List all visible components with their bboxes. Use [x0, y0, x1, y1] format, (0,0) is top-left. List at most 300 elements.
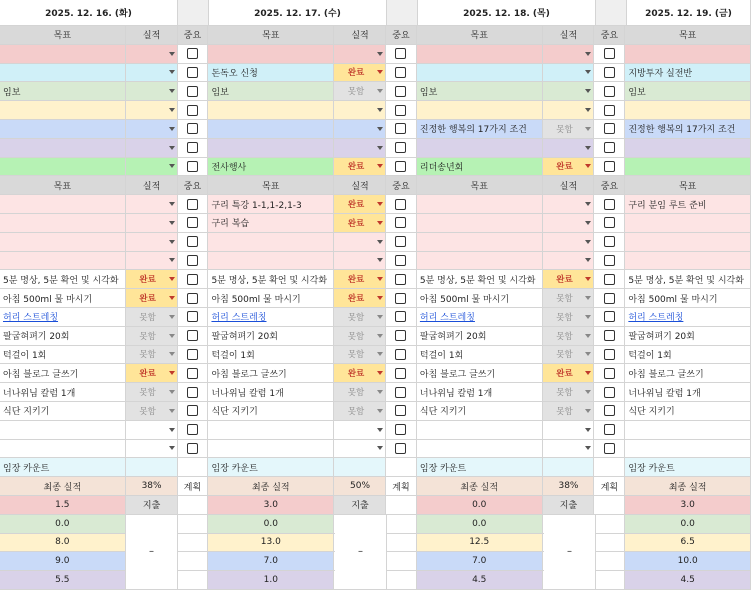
importance-checkbox[interactable] [187, 199, 198, 210]
goal-cell[interactable] [0, 45, 126, 64]
status-dropdown[interactable] [546, 158, 592, 176]
goal-cell[interactable]: 아침 블로그 글쓰기 [208, 364, 334, 383]
status-dropdown[interactable] [546, 252, 592, 270]
status-dropdown[interactable] [337, 195, 383, 213]
status-cell[interactable] [126, 139, 178, 158]
status-cell[interactable] [126, 252, 178, 271]
status-cell[interactable] [543, 308, 595, 327]
goal-cell[interactable]: 5분 명상, 5분 확언 및 시각화 [417, 270, 543, 289]
goal-cell[interactable] [417, 64, 543, 83]
importance-checkbox[interactable] [604, 142, 615, 153]
importance-checkbox[interactable] [395, 48, 406, 59]
goal-cell[interactable]: 너나위님 칼럼 1개 [417, 383, 543, 402]
importance-cell[interactable] [178, 383, 209, 402]
importance-cell[interactable] [386, 440, 417, 459]
importance-checkbox[interactable] [395, 199, 406, 210]
importance-checkbox[interactable] [395, 311, 406, 322]
importance-checkbox[interactable] [604, 86, 615, 97]
importance-cell[interactable] [386, 308, 417, 327]
status-dropdown[interactable] [337, 252, 383, 270]
importance-cell[interactable] [594, 364, 625, 383]
importance-checkbox[interactable] [395, 142, 406, 153]
importance-checkbox[interactable] [395, 236, 406, 247]
goal-cell[interactable] [417, 214, 543, 233]
goal-cell[interactable]: 턱걸이 1회 [208, 346, 334, 365]
status-cell[interactable] [126, 440, 178, 459]
status-cell[interactable] [334, 120, 386, 139]
importance-cell[interactable] [178, 327, 209, 346]
status-cell[interactable] [334, 82, 386, 101]
status-cell[interactable] [543, 346, 595, 365]
importance-checkbox[interactable] [604, 405, 615, 416]
status-cell[interactable] [543, 120, 595, 139]
importance-cell[interactable] [594, 139, 625, 158]
status-cell[interactable] [334, 383, 386, 402]
importance-checkbox[interactable] [395, 293, 406, 304]
goal-cell[interactable]: 팔굽혀펴기 20회 [208, 327, 334, 346]
status-dropdown[interactable] [129, 233, 175, 251]
goal-cell[interactable] [625, 421, 751, 440]
goal-cell[interactable]: 식단 지키기 [625, 402, 751, 421]
importance-cell[interactable] [594, 402, 625, 421]
status-cell[interactable] [334, 402, 386, 421]
importance-checkbox[interactable] [604, 443, 615, 454]
importance-cell[interactable] [386, 195, 417, 214]
goal-cell[interactable]: 진정한 행복의 17가지 조건 [417, 120, 543, 139]
status-cell[interactable] [543, 158, 595, 177]
goal-cell[interactable]: 돈독오 신청 [208, 64, 334, 83]
status-dropdown[interactable] [129, 327, 175, 345]
status-cell[interactable] [543, 82, 595, 101]
goal-cell[interactable] [625, 158, 751, 177]
status-dropdown[interactable] [546, 45, 592, 63]
importance-cell[interactable] [594, 233, 625, 252]
status-cell[interactable] [334, 289, 386, 308]
status-dropdown[interactable] [337, 270, 383, 288]
goal-cell[interactable] [0, 158, 126, 177]
importance-checkbox[interactable] [395, 330, 406, 341]
goal-cell[interactable] [208, 45, 334, 64]
goal-cell[interactable]: 임보 [208, 82, 334, 101]
importance-checkbox[interactable] [187, 236, 198, 247]
status-cell[interactable] [126, 233, 178, 252]
status-cell[interactable] [543, 440, 595, 459]
importance-checkbox[interactable] [395, 424, 406, 435]
goal-cell[interactable]: 5분 명상, 5분 확언 및 시각화 [0, 270, 126, 289]
status-dropdown[interactable] [546, 64, 592, 82]
status-dropdown[interactable] [337, 364, 383, 382]
importance-cell[interactable] [178, 139, 209, 158]
importance-checkbox[interactable] [395, 67, 406, 78]
status-dropdown[interactable] [337, 45, 383, 63]
status-cell[interactable] [126, 383, 178, 402]
goal-cell[interactable] [208, 421, 334, 440]
status-cell[interactable] [126, 308, 178, 327]
status-cell[interactable] [543, 214, 595, 233]
importance-checkbox[interactable] [395, 349, 406, 360]
status-cell[interactable] [334, 101, 386, 120]
goal-cell[interactable]: 리더송년회 [417, 158, 543, 177]
status-dropdown[interactable] [129, 139, 175, 157]
importance-cell[interactable] [386, 214, 417, 233]
importance-checkbox[interactable] [604, 387, 615, 398]
importance-cell[interactable] [594, 289, 625, 308]
status-dropdown[interactable] [337, 120, 383, 138]
importance-cell[interactable] [178, 158, 209, 177]
status-cell[interactable] [334, 195, 386, 214]
status-cell[interactable] [126, 82, 178, 101]
goal-cell[interactable]: 임보 [0, 82, 126, 101]
status-dropdown[interactable] [546, 101, 592, 119]
importance-cell[interactable] [178, 402, 209, 421]
status-cell[interactable] [334, 346, 386, 365]
importance-cell[interactable] [178, 308, 209, 327]
goal-cell[interactable] [417, 45, 543, 64]
status-cell[interactable] [543, 64, 595, 83]
status-dropdown[interactable] [546, 270, 592, 288]
importance-cell[interactable] [178, 233, 209, 252]
importance-checkbox[interactable] [187, 443, 198, 454]
importance-cell[interactable] [594, 252, 625, 271]
status-cell[interactable] [543, 270, 595, 289]
importance-cell[interactable] [386, 64, 417, 83]
importance-checkbox[interactable] [604, 424, 615, 435]
goal-cell[interactable]: 5분 명상, 5분 확언 및 시각화 [208, 270, 334, 289]
goal-cell[interactable] [208, 233, 334, 252]
goal-cell[interactable] [625, 252, 751, 271]
status-cell[interactable] [334, 233, 386, 252]
goal-cell[interactable] [0, 440, 126, 459]
importance-checkbox[interactable] [395, 255, 406, 266]
status-cell[interactable] [543, 252, 595, 271]
importance-checkbox[interactable] [187, 349, 198, 360]
importance-checkbox[interactable] [187, 255, 198, 266]
status-dropdown[interactable] [129, 440, 175, 458]
status-dropdown[interactable] [129, 64, 175, 82]
status-dropdown[interactable] [129, 346, 175, 364]
status-dropdown[interactable] [546, 440, 592, 458]
importance-cell[interactable] [386, 289, 417, 308]
goal-cell[interactable] [417, 233, 543, 252]
importance-cell[interactable] [594, 421, 625, 440]
status-cell[interactable] [334, 252, 386, 271]
importance-checkbox[interactable] [604, 236, 615, 247]
status-dropdown[interactable] [337, 158, 383, 176]
goal-link[interactable]: 허리 스트레칭 [625, 308, 751, 327]
status-cell[interactable] [543, 383, 595, 402]
status-dropdown[interactable] [337, 289, 383, 307]
status-dropdown[interactable] [337, 346, 383, 364]
importance-checkbox[interactable] [604, 349, 615, 360]
importance-cell[interactable] [594, 101, 625, 120]
goal-link[interactable]: 허리 스트레칭 [417, 308, 543, 327]
importance-cell[interactable] [178, 289, 209, 308]
importance-checkbox[interactable] [187, 330, 198, 341]
importance-cell[interactable] [594, 308, 625, 327]
status-dropdown[interactable] [546, 139, 592, 157]
importance-cell[interactable] [178, 252, 209, 271]
status-dropdown[interactable] [337, 233, 383, 251]
goal-cell[interactable] [417, 139, 543, 158]
status-cell[interactable] [334, 64, 386, 83]
goal-cell[interactable]: 너나위님 칼럼 1개 [208, 383, 334, 402]
status-cell[interactable] [543, 421, 595, 440]
status-dropdown[interactable] [337, 139, 383, 157]
importance-checkbox[interactable] [187, 67, 198, 78]
importance-cell[interactable] [386, 383, 417, 402]
goal-cell[interactable] [417, 101, 543, 120]
goal-cell[interactable] [625, 233, 751, 252]
goal-cell[interactable] [208, 139, 334, 158]
importance-checkbox[interactable] [187, 161, 198, 172]
goal-cell[interactable] [0, 64, 126, 83]
goal-cell[interactable] [625, 139, 751, 158]
goal-cell[interactable]: 아침 500ml 물 마시기 [417, 289, 543, 308]
goal-cell[interactable]: 구리 특강 1-1,1-2,1-3 [208, 195, 334, 214]
status-cell[interactable] [543, 139, 595, 158]
goal-cell[interactable]: 전사행사 [208, 158, 334, 177]
importance-cell[interactable] [178, 64, 209, 83]
importance-cell[interactable] [178, 270, 209, 289]
status-cell[interactable] [543, 45, 595, 64]
status-cell[interactable] [334, 45, 386, 64]
importance-checkbox[interactable] [604, 255, 615, 266]
importance-checkbox[interactable] [604, 311, 615, 322]
goal-cell[interactable] [0, 195, 126, 214]
importance-cell[interactable] [594, 327, 625, 346]
status-cell[interactable] [543, 195, 595, 214]
importance-checkbox[interactable] [395, 123, 406, 134]
status-dropdown[interactable] [546, 214, 592, 232]
status-dropdown[interactable] [546, 233, 592, 251]
status-dropdown[interactable] [546, 364, 592, 382]
importance-cell[interactable] [178, 214, 209, 233]
status-cell[interactable] [334, 308, 386, 327]
status-cell[interactable] [543, 327, 595, 346]
importance-checkbox[interactable] [187, 368, 198, 379]
importance-checkbox[interactable] [604, 161, 615, 172]
importance-checkbox[interactable] [187, 105, 198, 116]
importance-checkbox[interactable] [395, 161, 406, 172]
importance-checkbox[interactable] [187, 424, 198, 435]
status-dropdown[interactable] [129, 195, 175, 213]
importance-cell[interactable] [386, 101, 417, 120]
status-dropdown[interactable] [546, 402, 592, 420]
status-cell[interactable] [126, 214, 178, 233]
status-dropdown[interactable] [546, 346, 592, 364]
status-dropdown[interactable] [129, 101, 175, 119]
importance-checkbox[interactable] [395, 105, 406, 116]
importance-checkbox[interactable] [604, 105, 615, 116]
importance-cell[interactable] [178, 364, 209, 383]
status-cell[interactable] [126, 101, 178, 120]
status-dropdown[interactable] [337, 440, 383, 458]
importance-checkbox[interactable] [187, 217, 198, 228]
status-cell[interactable] [126, 64, 178, 83]
goal-cell[interactable] [625, 101, 751, 120]
status-cell[interactable] [543, 101, 595, 120]
importance-cell[interactable] [386, 364, 417, 383]
importance-checkbox[interactable] [187, 293, 198, 304]
importance-cell[interactable] [594, 440, 625, 459]
goal-cell[interactable]: 식단 지키기 [417, 402, 543, 421]
status-dropdown[interactable] [337, 327, 383, 345]
status-cell[interactable] [543, 402, 595, 421]
importance-checkbox[interactable] [395, 387, 406, 398]
goal-cell[interactable]: 턱걸이 1회 [625, 346, 751, 365]
status-dropdown[interactable] [129, 308, 175, 326]
goal-cell[interactable]: 식단 지키기 [0, 402, 126, 421]
status-cell[interactable] [126, 364, 178, 383]
goal-cell[interactable]: 아침 500ml 물 마시기 [625, 289, 751, 308]
status-cell[interactable] [126, 327, 178, 346]
goal-cell[interactable] [0, 421, 126, 440]
status-dropdown[interactable] [337, 214, 383, 232]
goal-cell[interactable]: 너나위님 칼럼 1개 [625, 383, 751, 402]
goal-link[interactable]: 허리 스트레칭 [208, 308, 334, 327]
importance-cell[interactable] [594, 82, 625, 101]
goal-cell[interactable] [625, 440, 751, 459]
goal-cell[interactable] [0, 139, 126, 158]
importance-checkbox[interactable] [604, 67, 615, 78]
status-cell[interactable] [334, 270, 386, 289]
importance-checkbox[interactable] [604, 330, 615, 341]
goal-cell[interactable]: 팔굽혀펴기 20회 [0, 327, 126, 346]
importance-checkbox[interactable] [395, 274, 406, 285]
importance-cell[interactable] [594, 158, 625, 177]
importance-cell[interactable] [594, 346, 625, 365]
goal-cell[interactable]: 팔굽혀펴기 20회 [417, 327, 543, 346]
goal-link[interactable]: 허리 스트레칭 [0, 308, 126, 327]
status-dropdown[interactable] [546, 421, 592, 439]
status-dropdown[interactable] [337, 383, 383, 401]
goal-cell[interactable]: 구리 분임 루트 준비 [625, 195, 751, 214]
importance-checkbox[interactable] [187, 387, 198, 398]
importance-cell[interactable] [178, 101, 209, 120]
status-dropdown[interactable] [129, 45, 175, 63]
status-dropdown[interactable] [129, 421, 175, 439]
goal-cell[interactable] [417, 252, 543, 271]
status-cell[interactable] [126, 270, 178, 289]
importance-cell[interactable] [386, 139, 417, 158]
status-dropdown[interactable] [546, 383, 592, 401]
importance-checkbox[interactable] [604, 199, 615, 210]
importance-checkbox[interactable] [395, 405, 406, 416]
status-dropdown[interactable] [129, 289, 175, 307]
importance-cell[interactable] [178, 346, 209, 365]
status-dropdown[interactable] [337, 82, 383, 100]
status-dropdown[interactable] [129, 252, 175, 270]
status-cell[interactable] [334, 327, 386, 346]
status-dropdown[interactable] [546, 82, 592, 100]
importance-cell[interactable] [594, 383, 625, 402]
importance-cell[interactable] [178, 195, 209, 214]
status-cell[interactable] [543, 233, 595, 252]
status-cell[interactable] [334, 421, 386, 440]
goal-cell[interactable]: 5분 명상, 5분 확언 및 시각화 [625, 270, 751, 289]
status-dropdown[interactable] [337, 421, 383, 439]
importance-checkbox[interactable] [187, 86, 198, 97]
importance-checkbox[interactable] [604, 368, 615, 379]
importance-cell[interactable] [178, 421, 209, 440]
importance-cell[interactable] [386, 327, 417, 346]
status-dropdown[interactable] [129, 214, 175, 232]
goal-cell[interactable] [0, 233, 126, 252]
importance-checkbox[interactable] [395, 368, 406, 379]
importance-cell[interactable] [594, 214, 625, 233]
status-dropdown[interactable] [546, 120, 592, 138]
importance-cell[interactable] [386, 158, 417, 177]
goal-cell[interactable]: 팔굽혀펴기 20회 [625, 327, 751, 346]
importance-checkbox[interactable] [187, 311, 198, 322]
importance-checkbox[interactable] [187, 48, 198, 59]
goal-cell[interactable]: 식단 지키기 [208, 402, 334, 421]
status-dropdown[interactable] [129, 364, 175, 382]
importance-cell[interactable] [386, 421, 417, 440]
goal-cell[interactable]: 임보 [417, 82, 543, 101]
status-dropdown[interactable] [546, 195, 592, 213]
importance-checkbox[interactable] [395, 217, 406, 228]
goal-cell[interactable] [208, 440, 334, 459]
status-dropdown[interactable] [546, 327, 592, 345]
importance-checkbox[interactable] [604, 48, 615, 59]
status-dropdown[interactable] [129, 270, 175, 288]
goal-cell[interactable] [0, 101, 126, 120]
importance-cell[interactable] [386, 270, 417, 289]
goal-cell[interactable]: 턱걸이 1회 [417, 346, 543, 365]
importance-checkbox[interactable] [604, 217, 615, 228]
goal-cell[interactable] [208, 120, 334, 139]
goal-cell[interactable]: 구리 복습 [208, 214, 334, 233]
goal-cell[interactable] [0, 120, 126, 139]
status-dropdown[interactable] [129, 158, 175, 176]
importance-cell[interactable] [594, 120, 625, 139]
goal-cell[interactable]: 아침 500ml 물 마시기 [208, 289, 334, 308]
goal-cell[interactable]: 지방투자 실전반 [625, 64, 751, 83]
goal-cell[interactable]: 아침 500ml 물 마시기 [0, 289, 126, 308]
importance-cell[interactable] [178, 120, 209, 139]
status-cell[interactable] [126, 120, 178, 139]
importance-checkbox[interactable] [187, 123, 198, 134]
goal-cell[interactable]: 턱걸이 1회 [0, 346, 126, 365]
status-cell[interactable] [334, 214, 386, 233]
importance-cell[interactable] [178, 45, 209, 64]
importance-checkbox[interactable] [395, 443, 406, 454]
importance-cell[interactable] [386, 120, 417, 139]
goal-cell[interactable] [417, 440, 543, 459]
importance-cell[interactable] [386, 252, 417, 271]
status-cell[interactable] [126, 289, 178, 308]
status-cell[interactable] [126, 158, 178, 177]
goal-cell[interactable]: 너나위님 칼럼 1개 [0, 383, 126, 402]
goal-cell[interactable] [417, 421, 543, 440]
status-dropdown[interactable] [337, 101, 383, 119]
goal-cell[interactable]: 아침 블로그 글쓰기 [0, 364, 126, 383]
status-cell[interactable] [334, 440, 386, 459]
goal-cell[interactable] [208, 101, 334, 120]
importance-checkbox[interactable] [187, 142, 198, 153]
importance-cell[interactable] [386, 402, 417, 421]
importance-cell[interactable] [178, 82, 209, 101]
status-cell[interactable] [126, 421, 178, 440]
importance-cell[interactable] [594, 195, 625, 214]
importance-cell[interactable] [386, 82, 417, 101]
importance-cell[interactable] [178, 440, 209, 459]
status-dropdown[interactable] [129, 120, 175, 138]
importance-checkbox[interactable] [187, 405, 198, 416]
goal-cell[interactable] [625, 214, 751, 233]
goal-cell[interactable]: 진정한 행복의 17가지 조건 [625, 120, 751, 139]
